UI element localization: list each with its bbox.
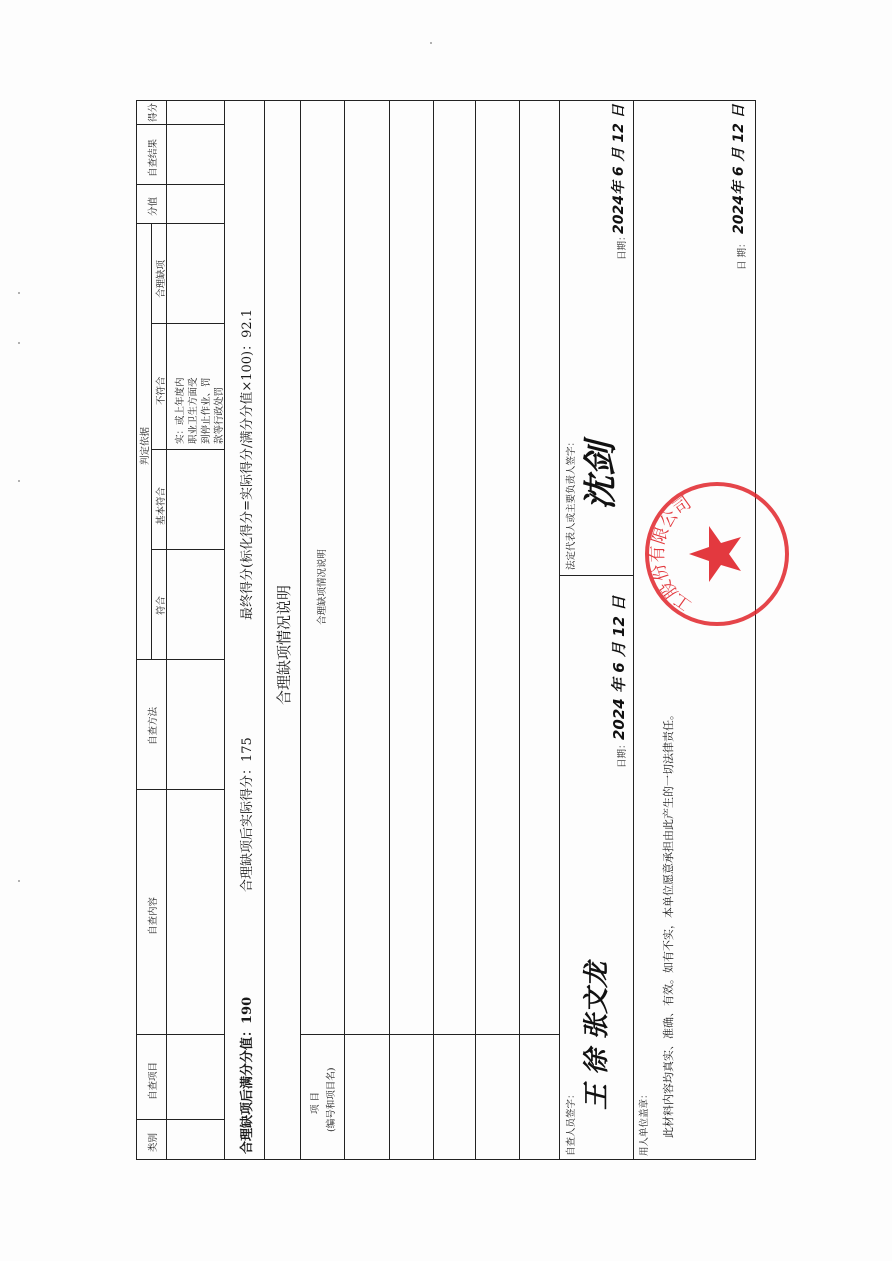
col-line — [151, 449, 224, 450]
summary-row-line — [264, 100, 265, 1160]
missing-header-line — [344, 100, 345, 1160]
inspector-label: 自查人员签字： — [566, 1089, 577, 1156]
border-left — [136, 1159, 756, 1160]
missing-section-title: 合理缺项情况说明 — [275, 584, 293, 705]
legal-date-label: 日期： — [617, 231, 628, 260]
full-score-label: 合理缺项后满分分值：190 — [240, 996, 255, 1154]
missing-col-desc: 合理缺项情况说明 — [317, 548, 328, 625]
scan-speck — [18, 292, 20, 294]
missing-col-item: 项 目 — [310, 1091, 321, 1114]
nonconform-text-line: 到停止作业、罚 — [201, 377, 212, 444]
header-score: 得分 — [148, 102, 159, 122]
declaration-text: 此材料内容均真实、准确、有效。如有不实，本单位愿意承担由此产生的一切法律责任。 — [662, 709, 675, 1138]
inspector-date: 2024 年 6 月 12 日 — [610, 595, 628, 740]
header-conform: 符合 — [156, 595, 167, 615]
col-line — [136, 223, 224, 224]
col-line — [136, 184, 224, 185]
header-self-check-result: 自查结果 — [148, 138, 159, 177]
missing-row-line — [475, 100, 476, 1160]
svg-text:工股份有限公司 — [648, 493, 695, 615]
scan-speck — [18, 342, 20, 344]
missing-row-end-line — [559, 100, 560, 1160]
missing-row-line — [519, 100, 520, 1160]
col-line — [136, 1034, 224, 1035]
header-reasonable-missing: 合理缺项 — [156, 259, 167, 298]
missing-title-line — [300, 100, 301, 1160]
missing-col-item-sub: (编号和项目名) — [326, 1067, 337, 1132]
seal-text: 工股份有限公司 — [648, 493, 696, 615]
missing-row-line — [433, 100, 434, 1160]
col-line — [151, 549, 224, 550]
actual-score-label: 合理缺项后实际得分：175 — [240, 737, 255, 892]
border-right — [136, 100, 756, 101]
stamp-date: 2024年 6 月 12 日 — [731, 104, 747, 234]
header-check-content: 自查内容 — [148, 896, 159, 935]
header-score-value: 分值 — [148, 196, 159, 216]
header-category: 类别 — [148, 1132, 159, 1152]
scan-speck — [430, 42, 432, 44]
legal-rep-label: 法定代表人或主要负责人签字： — [566, 436, 577, 570]
legal-rep-signature: 沈剑 — [581, 442, 621, 510]
main-row-line — [224, 100, 225, 1160]
col-line — [136, 1119, 224, 1120]
nonconform-text-line: 实：或上年度内 — [175, 377, 186, 444]
header-check-method: 自查方法 — [148, 706, 159, 745]
inspector-signature: 王 徐 张文龙 — [582, 961, 612, 1110]
scan-speck — [18, 880, 20, 882]
col-line — [136, 124, 224, 125]
signature-divider — [559, 575, 633, 576]
header-nonconform: 不符合 — [156, 376, 167, 405]
header-check-item: 自查项目 — [148, 1061, 159, 1100]
signature-row-line — [633, 100, 634, 1160]
nonconform-text-line: 款等行政处罚 — [214, 386, 225, 444]
header-basic-conform: 基本符合 — [156, 486, 167, 525]
col-line — [136, 789, 224, 790]
col-line — [136, 659, 224, 660]
inspector-date-label: 日期： — [617, 739, 628, 768]
rotated-form — [136, 100, 756, 1160]
stamp-date-label: 日 期： — [737, 238, 748, 270]
legal-date: 2024年 6 月 12 日 — [611, 104, 627, 234]
company-seal — [641, 478, 793, 630]
col-line — [300, 1034, 559, 1035]
employer-stamp-label: 用人单位盖章： — [639, 1089, 650, 1156]
border-top — [136, 100, 137, 1160]
border-bottom — [755, 100, 756, 1160]
basis-sub-line — [151, 224, 152, 660]
final-score-label: 最终得分(标化得分=实际得分/满分分值×100)：92.1 — [240, 308, 255, 620]
header-judgment-basis: 判定依据 — [140, 426, 151, 465]
col-line — [151, 323, 224, 324]
nonconform-text-line: 职业卫生方面受 — [188, 377, 199, 444]
scan-speck — [18, 480, 20, 482]
missing-row-line — [389, 100, 390, 1160]
